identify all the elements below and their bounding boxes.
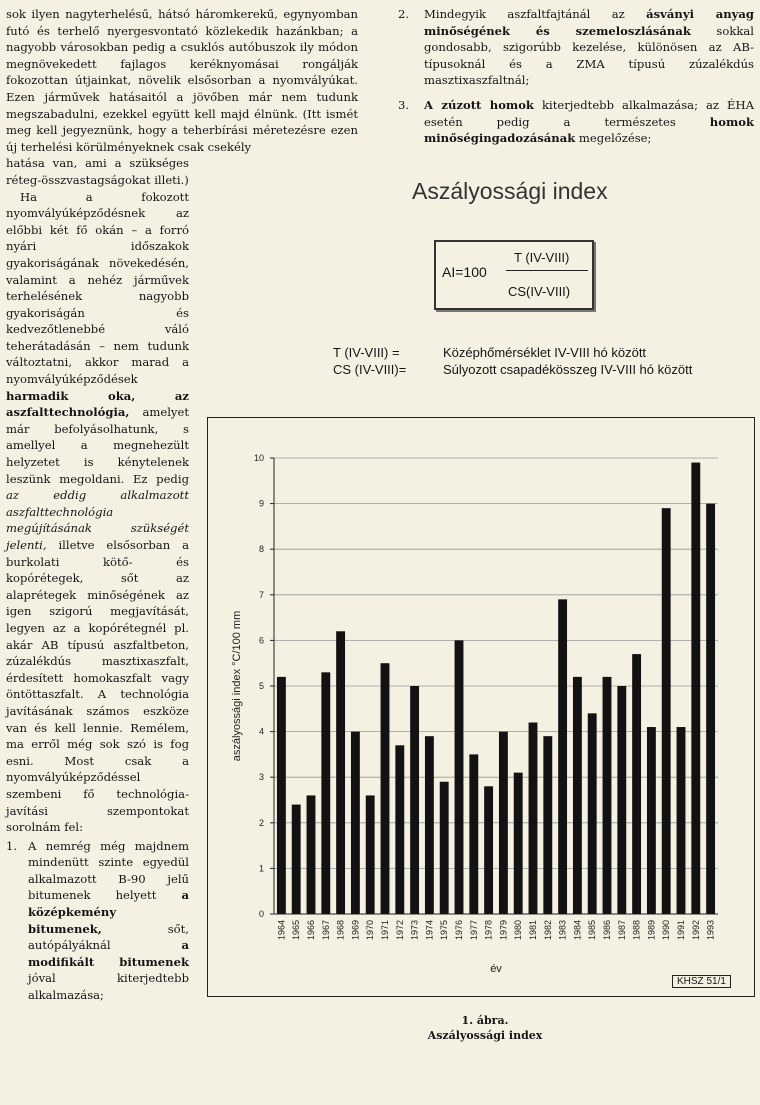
x-tick-label: 1990 [661, 920, 672, 941]
paragraph-intro: sok ilyen nagyterhelésű, hátsó háromkerekű, egynyomban futó és terhelő nyergesvontató közlekedik hazánkban; a nagyobb városokban pedig a csuklós autóbuszok ily módon megnövekedett fajlagos keréknyomásai rongálják fokozottan útjainkat, növelik elsősorban a nyomvályúkat. Ezen járművek hatásaitól a jövőben már nem tudunk megszabadulni, ezekkel együtt kell majd élnünk. (Itt ismét meg kell jegyeznünk, hogy a teherbírási méretezésre ezen új terhelési körülményeknek csak csekély [6, 7, 358, 154]
x-tick-label: 1987 [616, 920, 627, 941]
bar-1987 [617, 686, 626, 914]
y-axis-label: aszályossági index °C/100 mm [231, 610, 243, 762]
x-tick-label: 1972 [394, 920, 405, 941]
bar-1968 [336, 631, 345, 914]
definition-meaning: Súlyozott csapadékösszeg IV-VIII hó között [443, 362, 693, 377]
x-tick-label: 1964 [276, 920, 287, 941]
bar-1976 [455, 640, 464, 914]
formula-box [434, 240, 594, 310]
list-item-1 [6, 838, 189, 1004]
bar-1983 [558, 599, 567, 914]
definition-symbol: T (IV-VIII) = [333, 345, 400, 360]
y-tick-label: 4 [258, 726, 264, 737]
bar-1989 [647, 727, 656, 914]
bar-1982 [543, 736, 552, 914]
y-tick-label: 2 [258, 817, 264, 828]
x-tick-label: 1983 [557, 920, 568, 941]
list-text: A zúzott homok kiterjedtebb alkalmazása; az ÉHA esetén pedig a természetes homok minőségingadozásának megelőzése; [424, 97, 754, 146]
y-tick-label: 9 [258, 498, 264, 509]
formula-denominator: CS(IV-VIII) [508, 284, 571, 299]
x-tick-label: 1974 [424, 920, 435, 941]
paragraph-intro-end: hatása van, ami a szükséges réteg-összvastagságokat illeti.) [6, 156, 189, 187]
x-tick-label: 1971 [380, 920, 390, 941]
list-number: 3. [398, 97, 410, 112]
x-tick-label: 1986 [602, 920, 612, 941]
x-tick-label: 1991 [676, 920, 686, 941]
y-tick-label: 3 [258, 772, 264, 783]
bar-1991 [677, 727, 686, 914]
x-tick-label: 1965 [291, 920, 302, 941]
formula-numerator: T (IV-VIII) [514, 250, 570, 265]
chart-frame [207, 417, 755, 997]
caption-title: Aszályossági index [427, 1029, 543, 1042]
y-tick-label: 0 [258, 909, 264, 919]
bar-1988 [632, 654, 641, 914]
x-tick-label: 1975 [439, 920, 450, 941]
fraction-bar [506, 270, 588, 271]
bar-1967 [321, 672, 330, 914]
x-tick-label: 1985 [587, 920, 598, 941]
bar-1965 [292, 805, 301, 914]
list-item-3 [398, 97, 754, 147]
figure-caption [380, 1013, 590, 1043]
y-tick-label: 7 [258, 589, 264, 600]
list-text: A nemrég még majdnem mindenütt szinte egyedül alkalmazott B-90 jelű bitumenek helyett a középkemény bitumenek, sőt, autópályáknál a modifikált bitumenek jóval kiterjedtebb alkalmazása; [28, 838, 189, 1003]
x-tick-label: 1976 [454, 920, 464, 941]
bar-1973 [410, 686, 419, 914]
paragraph-technology: Ha a fokozott nyomvályúképződésnek az előbbi két fő okán – a forró nyári időszakok gyakoriságának növekedésén, valamint a nehéz járművek terhelésének nagyobb gyakoriságán és kedvezőtlenebbé váló teherátadásán – nem tudunk változtatni, akkor marad a nyomvályúképződések harmadik oka, az aszfalttechnológia, amelyet már befolyásolhatunk, s amellyel a megnehezült helyzetet is kénytelenek leszünk megoldani. Ez pedig az eddig alkalmazott aszfalttechnológia megújításának szükségét jelenti, illetve elsősorban a burkolati kötő- és kopórétegek, sőt az alaprétegek minőségének az igen szigorú megjavítását, legyen az a kopórétegnél pl. akár AB típusú aszfaltbeton, zúzalékdús masztixaszfalt, érdesített homokaszfalt vagy öntöttaszfalt. A technológia javításának számos eszköze van és kell lennie. Remélem, ma erről még sok szó is fog esni. Most csak a nyomvályúképződéssel szembeni fő technológia-javítási szempontokat sorolnám fel: [6, 189, 189, 835]
x-tick-label: 1992 [690, 920, 701, 941]
x-tick-label: 1989 [646, 920, 657, 941]
bar-1978 [484, 786, 493, 914]
x-tick-label: 1977 [468, 920, 479, 941]
y-tick-label: 10 [253, 453, 264, 463]
bar-1964 [277, 677, 286, 914]
y-tick-label: 8 [258, 544, 264, 555]
bar-1990 [662, 508, 671, 914]
caption-number: 1. ábra. [461, 1014, 509, 1027]
x-tick-label: 1980 [513, 920, 524, 941]
x-tick-label: 1982 [542, 920, 553, 941]
bar-1981 [529, 722, 538, 914]
bar-1969 [351, 732, 360, 914]
figure-stamp: KHSZ 51/1 [672, 975, 731, 988]
chart-heading: Aszályossági index [412, 178, 608, 204]
definition-symbol: CS (IV-VIII)= [333, 362, 407, 377]
bar-1979 [499, 732, 508, 914]
bar-1992 [691, 463, 700, 914]
y-tick-label: 5 [258, 681, 264, 691]
x-tick-label: 1984 [572, 920, 583, 941]
bar-chart [208, 418, 754, 996]
bar-1984 [573, 677, 582, 914]
bar-1993 [706, 504, 715, 914]
bar-1975 [440, 782, 449, 914]
formula-lhs: AI=100 [442, 264, 487, 280]
x-tick-label: 1978 [483, 920, 494, 941]
list-item-2 [398, 6, 754, 89]
x-tick-label: 1981 [528, 920, 538, 941]
bar-1974 [425, 736, 434, 914]
x-tick-label: 1966 [306, 920, 316, 941]
x-tick-label: 1979 [498, 920, 509, 941]
bar-1977 [469, 754, 478, 914]
bar-1970 [366, 795, 375, 914]
x-axis-label: év [490, 963, 502, 975]
x-tick-label: 1970 [365, 920, 376, 941]
x-tick-label: 1988 [631, 920, 642, 941]
bar-1972 [395, 745, 404, 914]
x-tick-label: 1993 [705, 920, 716, 941]
bar-1986 [603, 677, 612, 914]
x-tick-label: 1969 [350, 920, 361, 941]
list-number: 2. [398, 7, 410, 21]
x-tick-label: 1967 [320, 920, 331, 941]
y-tick-label: 6 [258, 635, 264, 646]
bar-1985 [588, 713, 597, 914]
list-number: 1. [6, 838, 18, 853]
definition-meaning: Középhőmérséklet IV-VIII hó között [443, 345, 647, 360]
bar-1971 [381, 663, 390, 914]
y-tick-label: 1 [258, 863, 264, 874]
list-text: Mindegyik aszfaltfajtánál az ásványi anyag minőségének és szemeloszlásának sokkal gondosabb, szigorúbb kezelése, különösen az AB-típusoknál és a ZMA típusú zúzalékdús masztixaszfaltnál; [424, 7, 754, 88]
bar-1966 [307, 795, 316, 914]
x-tick-label: 1968 [335, 920, 346, 941]
right-column [398, 6, 754, 155]
x-tick-label: 1973 [409, 920, 420, 941]
bar-1980 [514, 773, 523, 914]
